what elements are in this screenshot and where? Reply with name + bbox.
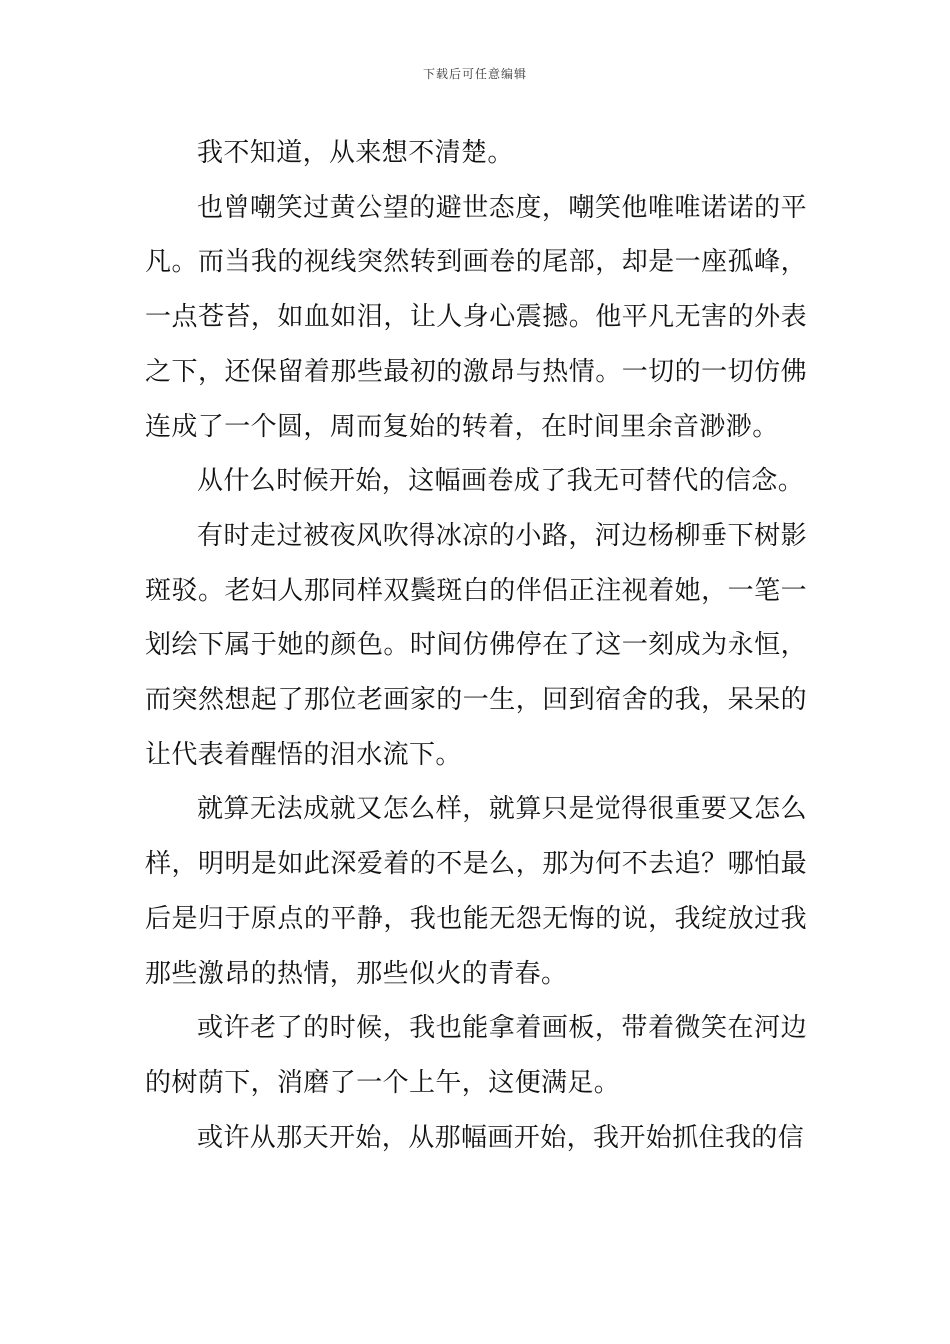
page-header: 下载后可任意编辑 xyxy=(422,67,527,81)
paragraph: 也曾嘲笑过黄公望的避世态度，嘲笑他唯唯诺诺的平凡。而当我的视线突然转到画卷的尾部，却是一座孤峰，一点苍苔，如血如泪，让人身心震撼。他平凡无害的外表之下，还保留着那些最初的激昂与热情。一切的一切仿佛连成了一个圆，周而复始的转着，在时间里余音渺渺。 xyxy=(145,192,807,442)
document-body xyxy=(145,126,807,1165)
paragraph: 有时走过被夜风吹得冰凉的小路，河边杨柳垂下树影斑驳。老妇人那同样双鬓斑白的伴侣正注视着她，一笔一划绘下属于她的颜色。时间仿佛停在了这一刻成为永恒，而突然想起了那位老画家的一生，回到宿舍的我，呆呆的让代表着醒悟的泪水流下。 xyxy=(145,520,807,770)
paragraph: 或许从那天开始，从那幅画开始，我开始抓住我的信 xyxy=(197,1122,805,1153)
paragraph: 从什么时候开始，这幅画卷成了我无可替代的信念。 xyxy=(197,466,805,497)
paragraph: 就算无法成就又怎么样，就算只是觉得很重要又怎么样，明明是如此深爱着的不是么，那为何不去追？哪怕最后是归于原点的平静，我也能无怨无悔的说，我绽放过我那些激昂的热情，那些似火的青春。 xyxy=(145,794,807,989)
paragraph: 我不知道，从来想不清楚。 xyxy=(197,138,514,168)
paragraph: 或许老了的时候，我也能拿着画板，带着微笑在河边的树荫下，消磨了一个上午，这便满足。 xyxy=(145,1013,807,1098)
